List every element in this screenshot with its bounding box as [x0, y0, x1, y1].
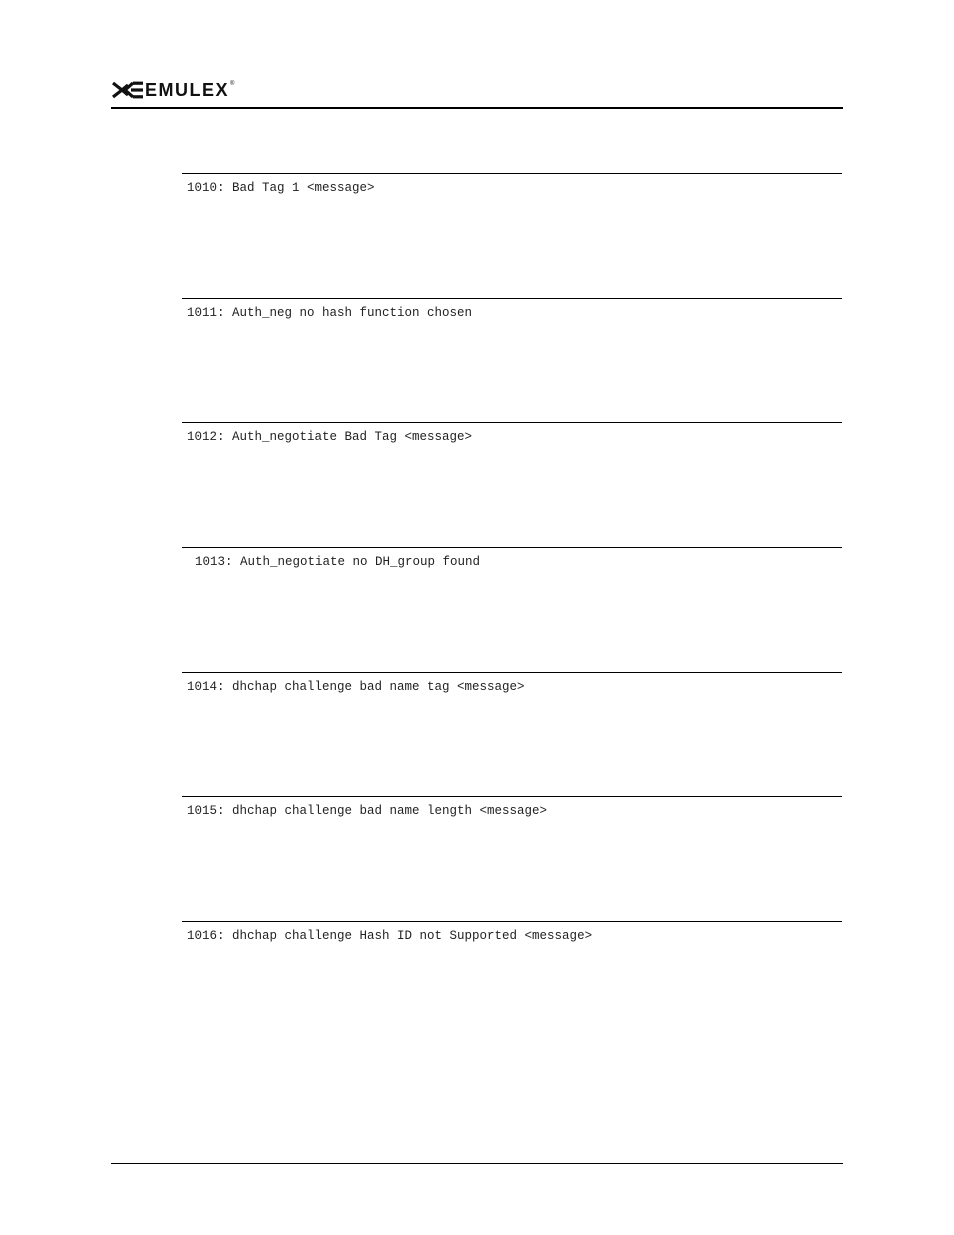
logo-trademark: ® — [230, 81, 235, 87]
log-entry-code: 1016: dhchap challenge Hash ID not Supported <message> — [187, 929, 593, 943]
log-entry-code: 1013: Auth_negotiate no DH_group found — [195, 555, 481, 569]
log-entry-code: 1010: Bad Tag 1 <message> — [187, 181, 375, 195]
log-entry — [182, 547, 842, 569]
log-entry — [182, 921, 842, 943]
emulex-logo — [111, 80, 234, 100]
footer-rule — [111, 1163, 843, 1164]
log-entry-code: 1011: Auth_neg no hash function chosen — [187, 306, 473, 320]
log-entry — [182, 173, 842, 195]
log-entry-code: 1014: dhchap challenge bad name tag <message> — [187, 680, 525, 694]
logo-wordmark: EMULEX — [145, 80, 230, 100]
log-entry-code: 1012: Auth_negotiate Bad Tag <message> — [187, 430, 473, 444]
log-entry — [182, 672, 842, 694]
log-entry — [182, 796, 842, 818]
header-rule — [111, 107, 843, 109]
log-entry-code: 1015: dhchap challenge bad name length <message> — [187, 804, 548, 818]
log-entry — [182, 422, 842, 444]
log-entry — [182, 298, 842, 320]
emulex-logo-icon — [111, 81, 144, 99]
